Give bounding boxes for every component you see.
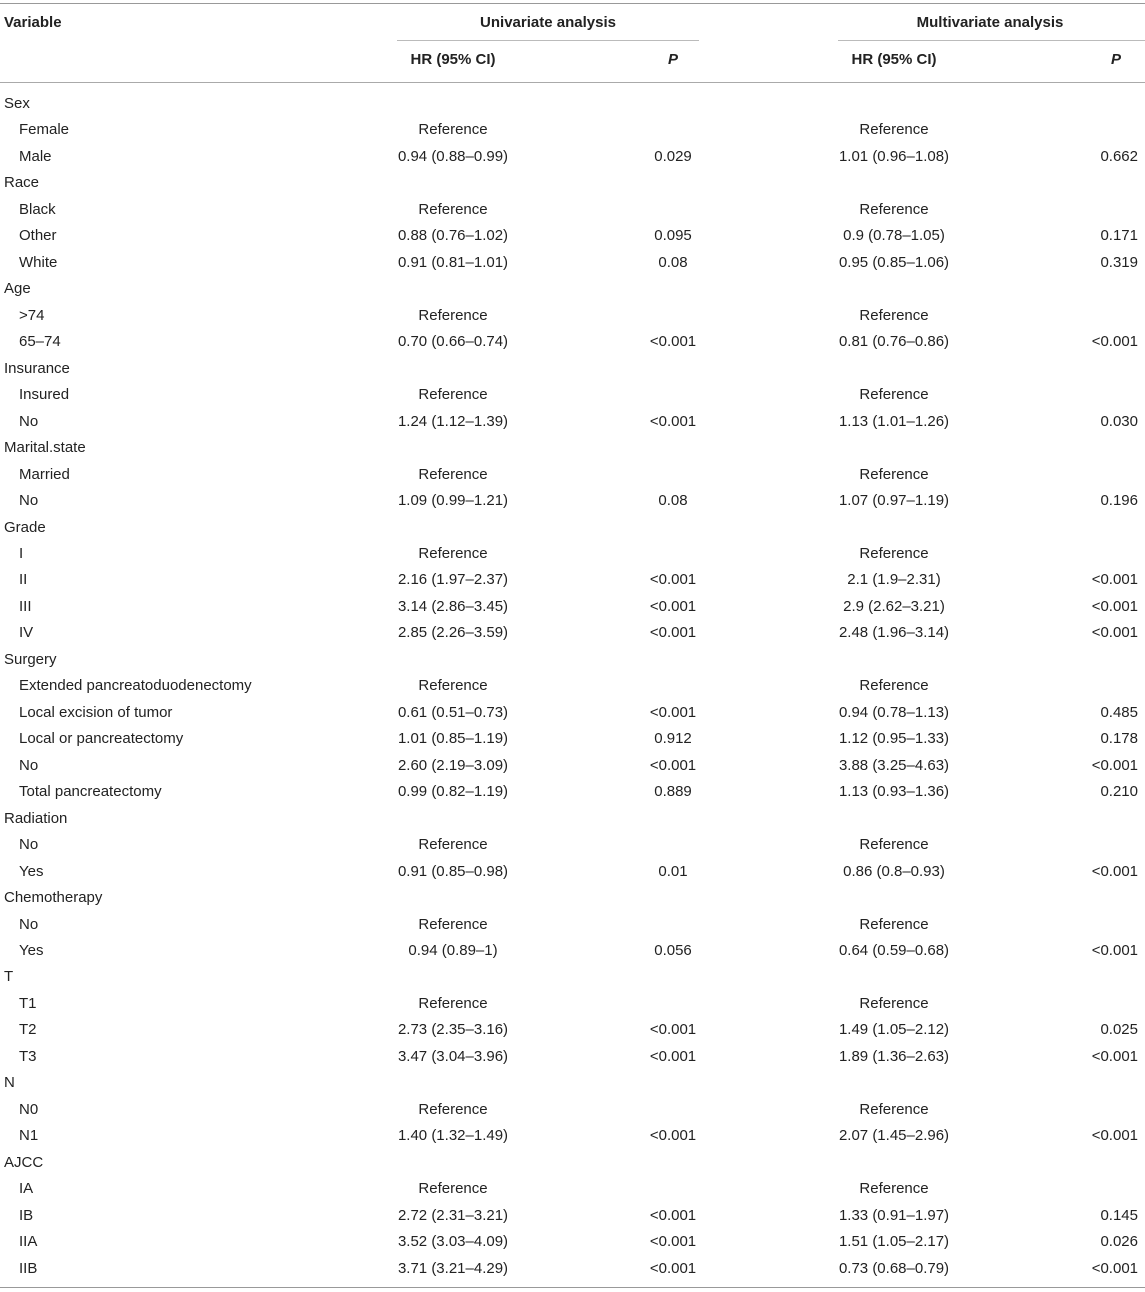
header-uni-p: P [667, 51, 679, 68]
cell-multivariate-p: <0.001 [1091, 942, 1138, 959]
cell-univariate-p: <0.001 [649, 1206, 697, 1224]
cell-univariate-p: 0.889 [654, 783, 692, 801]
cell-multivariate-p: <0.001 [1091, 571, 1138, 589]
cell-multivariate-hr: Reference [859, 836, 929, 854]
table-group-row [0, 1070, 1145, 1096]
table-group-row [0, 806, 1145, 832]
cell-univariate-p: 0.01 [658, 862, 688, 880]
cell-variable: White [19, 253, 58, 271]
multivariate-group-rule [838, 40, 1145, 41]
cell-univariate-p: <0.001 [649, 1233, 697, 1251]
table-group-row [0, 435, 1145, 461]
cell-univariate-hr: Reference [418, 677, 488, 695]
cell-univariate-hr: 3.14 (2.86–3.45) [397, 597, 509, 615]
cell-univariate-p: <0.001 [649, 624, 697, 642]
table-group-row [0, 885, 1145, 911]
cell-univariate-p: <0.001 [649, 412, 697, 430]
table-row [0, 1229, 1145, 1255]
cell-variable: IV [19, 624, 34, 642]
cell-variable: Sex [4, 95, 30, 112]
header-variable: Variable [4, 14, 62, 31]
cell-univariate-hr: 0.94 (0.88–0.99) [397, 147, 509, 165]
cell-variable: No [19, 836, 39, 854]
table-row [0, 1203, 1145, 1229]
cell-multivariate-hr: 0.81 (0.76–0.86) [838, 333, 950, 351]
table-row [0, 117, 1145, 143]
cell-multivariate-p: 0.025 [1100, 1021, 1138, 1039]
cell-multivariate-hr: 0.95 (0.85–1.06) [838, 253, 950, 271]
cell-variable: Yes [19, 862, 44, 880]
cell-variable: Extended pancreatoduodenectomy [19, 677, 252, 695]
cell-multivariate-hr: 0.64 (0.59–0.68) [838, 942, 950, 959]
cell-multivariate-hr: Reference [859, 994, 929, 1012]
cell-variable: Total pancreatectomy [19, 783, 162, 801]
cell-univariate-hr: 0.91 (0.85–0.98) [397, 862, 509, 880]
cell-multivariate-hr: Reference [859, 677, 929, 695]
cell-univariate-hr: 3.47 (3.04–3.96) [397, 1047, 509, 1065]
cell-multivariate-hr: Reference [859, 306, 929, 324]
table-row [0, 938, 1145, 964]
cell-multivariate-hr: Reference [859, 200, 929, 218]
cell-multivariate-hr: 2.1 (1.9–2.31) [847, 571, 941, 589]
cell-variable: No [19, 492, 39, 510]
cell-variable: T3 [19, 1047, 37, 1065]
cell-multivariate-hr: 0.9 (0.78–1.05) [843, 227, 945, 245]
cell-univariate-p: <0.001 [649, 703, 697, 721]
cell-multivariate-hr: Reference [859, 1100, 929, 1118]
cell-variable: Insurance [4, 359, 70, 377]
cell-multivariate-p: 0.485 [1100, 703, 1138, 721]
cell-variable: AJCC [4, 1153, 44, 1171]
cell-multivariate-p: 0.030 [1100, 412, 1138, 430]
header-uni-hr: HR (95% CI) [410, 51, 496, 68]
cell-variable: Married [19, 465, 70, 483]
cell-variable: Age [4, 280, 31, 298]
cell-multivariate-p: <0.001 [1091, 756, 1138, 774]
cell-univariate-hr: Reference [418, 306, 488, 324]
table-row [0, 462, 1145, 488]
cell-multivariate-hr: Reference [859, 915, 929, 933]
cell-multivariate-p: 0.210 [1100, 783, 1138, 801]
table-group-row [0, 356, 1145, 382]
cell-variable: I [19, 544, 24, 562]
cell-multivariate-p: <0.001 [1091, 1127, 1138, 1145]
table-top-rule [0, 3, 1145, 4]
cell-multivariate-p: 0.178 [1100, 730, 1138, 748]
cell-variable: T2 [19, 1021, 37, 1039]
table-group-row [0, 647, 1145, 673]
cell-variable: III [19, 597, 32, 615]
cell-multivariate-hr: 0.86 (0.8–0.93) [843, 862, 945, 880]
table-row [0, 488, 1145, 514]
header-univariate: Univariate analysis [480, 14, 616, 31]
cell-univariate-hr: Reference [418, 915, 488, 933]
cell-univariate-hr: 0.94 (0.89–1) [408, 942, 498, 959]
cell-multivariate-hr: 1.01 (0.96–1.08) [838, 147, 950, 165]
cell-univariate-p: 0.08 [658, 253, 688, 271]
table-group-row [0, 91, 1145, 117]
header-multi-hr: HR (95% CI) [851, 51, 937, 68]
cell-univariate-p: <0.001 [649, 1259, 697, 1277]
cell-univariate-hr: 0.61 (0.51–0.73) [397, 703, 509, 721]
cell-multivariate-p: <0.001 [1091, 1047, 1138, 1065]
cell-univariate-hr: 0.99 (0.82–1.19) [397, 783, 509, 801]
cell-univariate-hr: 1.09 (0.99–1.21) [397, 492, 509, 510]
cell-multivariate-p: <0.001 [1091, 862, 1138, 880]
table-row [0, 541, 1145, 567]
table-row [0, 912, 1145, 938]
cell-univariate-p: 0.095 [654, 227, 692, 245]
cell-variable: Insured [19, 386, 70, 404]
table-group-row [0, 170, 1145, 196]
cell-multivariate-hr: Reference [859, 121, 929, 139]
table-row [0, 779, 1145, 805]
cell-variable: No [19, 756, 39, 774]
table-row [0, 382, 1145, 408]
cell-variable: IA [19, 1180, 34, 1198]
cell-multivariate-hr: Reference [859, 386, 929, 404]
cell-univariate-hr: Reference [418, 386, 488, 404]
table-row [0, 1123, 1145, 1149]
header-multi-p: P [1110, 51, 1121, 68]
cell-variable: N1 [19, 1127, 39, 1145]
cell-univariate-p: <0.001 [649, 333, 697, 351]
univariate-group-rule [397, 40, 699, 41]
table-row [0, 726, 1145, 752]
cell-univariate-hr: 3.52 (3.03–4.09) [397, 1233, 509, 1251]
cell-univariate-hr: 2.85 (2.26–3.59) [397, 624, 509, 642]
cell-univariate-p: 0.029 [654, 147, 692, 165]
cell-multivariate-hr: 1.49 (1.05–2.12) [838, 1021, 950, 1039]
cell-variable: Local excision of tumor [19, 703, 173, 721]
cell-multivariate-hr: 2.07 (1.45–2.96) [838, 1127, 950, 1145]
cell-univariate-p: 0.056 [654, 942, 692, 959]
table-row [0, 1097, 1145, 1123]
cell-variable: Grade [4, 518, 46, 536]
cell-multivariate-p: <0.001 [1091, 333, 1138, 351]
cell-variable: >74 [19, 306, 45, 324]
cell-multivariate-hr: 1.13 (1.01–1.26) [838, 412, 950, 430]
table-row [0, 303, 1145, 329]
cell-multivariate-hr: 1.07 (0.97–1.19) [838, 492, 950, 510]
cell-variable: No [19, 412, 39, 430]
cell-multivariate-hr: 2.48 (1.96–3.14) [838, 624, 950, 642]
cell-univariate-hr: 0.91 (0.81–1.01) [397, 253, 509, 271]
header-multivariate: Multivariate analysis [916, 14, 1064, 31]
table-row [0, 991, 1145, 1017]
cell-multivariate-hr: Reference [859, 544, 929, 562]
cell-variable: Surgery [4, 650, 57, 668]
table-group-row [0, 964, 1145, 990]
cell-variable: IIB [19, 1259, 38, 1277]
table-row [0, 1176, 1145, 1202]
table-row [0, 832, 1145, 858]
cell-variable: Yes [19, 942, 44, 959]
table-row [0, 567, 1145, 593]
cell-univariate-hr: 2.16 (1.97–2.37) [397, 571, 509, 589]
cell-univariate-hr: Reference [418, 200, 488, 218]
cell-variable: II [19, 571, 28, 589]
cell-multivariate-p: 0.319 [1100, 253, 1138, 271]
cell-univariate-hr: 1.40 (1.32–1.49) [397, 1127, 509, 1145]
cell-multivariate-hr: 1.13 (0.93–1.36) [838, 783, 950, 801]
table-row [0, 753, 1145, 779]
table-group-row [0, 515, 1145, 541]
table-row [0, 1044, 1145, 1070]
cell-variable: T1 [19, 994, 37, 1012]
cell-variable: Female [19, 121, 70, 139]
cell-univariate-p: <0.001 [649, 756, 697, 774]
cell-univariate-hr: 1.24 (1.12–1.39) [397, 412, 509, 430]
table-row [0, 250, 1145, 276]
cell-univariate-hr: 1.01 (0.85–1.19) [397, 730, 509, 748]
cell-variable: Other [19, 227, 57, 245]
cell-univariate-hr: Reference [418, 544, 488, 562]
cell-univariate-p: <0.001 [649, 1127, 697, 1145]
cell-multivariate-hr: 3.88 (3.25–4.63) [838, 756, 950, 774]
table-row [0, 329, 1145, 355]
cell-univariate-hr: 2.60 (2.19–3.09) [397, 756, 509, 774]
cell-multivariate-hr: 1.33 (0.91–1.97) [838, 1206, 950, 1224]
table-row [0, 144, 1145, 170]
cell-variable: Race [4, 174, 40, 192]
cell-univariate-hr: Reference [418, 1180, 488, 1198]
table-row [0, 223, 1145, 249]
cell-univariate-hr: Reference [418, 1100, 488, 1118]
cell-variable: T [4, 968, 14, 986]
cell-univariate-hr: Reference [418, 836, 488, 854]
cell-variable: Black [19, 200, 56, 218]
cell-univariate-p: <0.001 [649, 1047, 697, 1065]
cell-multivariate-p: 0.145 [1100, 1206, 1138, 1224]
cell-variable: N [4, 1074, 15, 1092]
cell-univariate-p: <0.001 [649, 597, 697, 615]
cell-univariate-p: 0.08 [658, 492, 688, 510]
table-row [0, 594, 1145, 620]
cell-multivariate-p: <0.001 [1091, 597, 1138, 615]
cell-univariate-hr: Reference [418, 465, 488, 483]
cell-multivariate-hr: 1.12 (0.95–1.33) [838, 730, 950, 748]
cell-univariate-hr: Reference [418, 994, 488, 1012]
cell-univariate-hr: 2.73 (2.35–3.16) [397, 1021, 509, 1039]
table-row [0, 197, 1145, 223]
cell-variable: Local or pancreatectomy [19, 730, 184, 748]
table-row [0, 700, 1145, 726]
cell-multivariate-hr: 2.9 (2.62–3.21) [843, 597, 945, 615]
cell-variable: Radiation [4, 809, 68, 827]
table-group-row [0, 276, 1145, 302]
table-row [0, 859, 1145, 885]
cell-variable: 65–74 [19, 333, 61, 351]
cell-univariate-p: <0.001 [649, 571, 697, 589]
cell-variable: Marital.state [4, 439, 86, 457]
cell-variable: IB [19, 1206, 34, 1224]
cell-variable: Chemotherapy [4, 889, 103, 907]
cell-variable: No [19, 915, 39, 933]
cell-univariate-hr: 3.71 (3.21–4.29) [397, 1259, 509, 1277]
cell-univariate-p: <0.001 [649, 1021, 697, 1039]
cell-univariate-p: 0.912 [654, 730, 692, 748]
cell-multivariate-p: 0.196 [1100, 492, 1138, 510]
cell-univariate-hr: 0.88 (0.76–1.02) [397, 227, 509, 245]
cell-univariate-hr: 0.70 (0.66–0.74) [397, 333, 509, 351]
cell-variable: N0 [19, 1100, 39, 1118]
table-row [0, 409, 1145, 435]
cell-variable: Male [19, 147, 52, 165]
table-row [0, 1256, 1145, 1282]
cell-multivariate-hr: Reference [859, 1180, 929, 1198]
cell-univariate-hr: 2.72 (2.31–3.21) [397, 1206, 509, 1224]
cell-multivariate-p: 0.662 [1100, 147, 1138, 165]
cell-multivariate-p: <0.001 [1091, 624, 1138, 642]
header-bottom-rule [0, 82, 1145, 83]
table-bottom-rule [0, 1287, 1145, 1288]
table-row [0, 673, 1145, 699]
cell-multivariate-hr: 1.89 (1.36–2.63) [838, 1047, 950, 1065]
cell-multivariate-hr: 0.73 (0.68–0.79) [838, 1259, 950, 1277]
table-row [0, 620, 1145, 646]
cell-multivariate-p: <0.001 [1091, 1259, 1138, 1277]
cell-multivariate-hr: Reference [859, 465, 929, 483]
table-body [0, 91, 1145, 1282]
cell-multivariate-p: 0.026 [1100, 1233, 1138, 1251]
cell-multivariate-hr: 0.94 (0.78–1.13) [838, 703, 950, 721]
cell-variable: IIA [19, 1233, 38, 1251]
cell-univariate-hr: Reference [418, 121, 488, 139]
table-row [0, 1017, 1145, 1043]
cell-multivariate-hr: 1.51 (1.05–2.17) [838, 1233, 950, 1251]
cell-multivariate-p: 0.171 [1100, 227, 1138, 245]
table-group-row [0, 1150, 1145, 1176]
